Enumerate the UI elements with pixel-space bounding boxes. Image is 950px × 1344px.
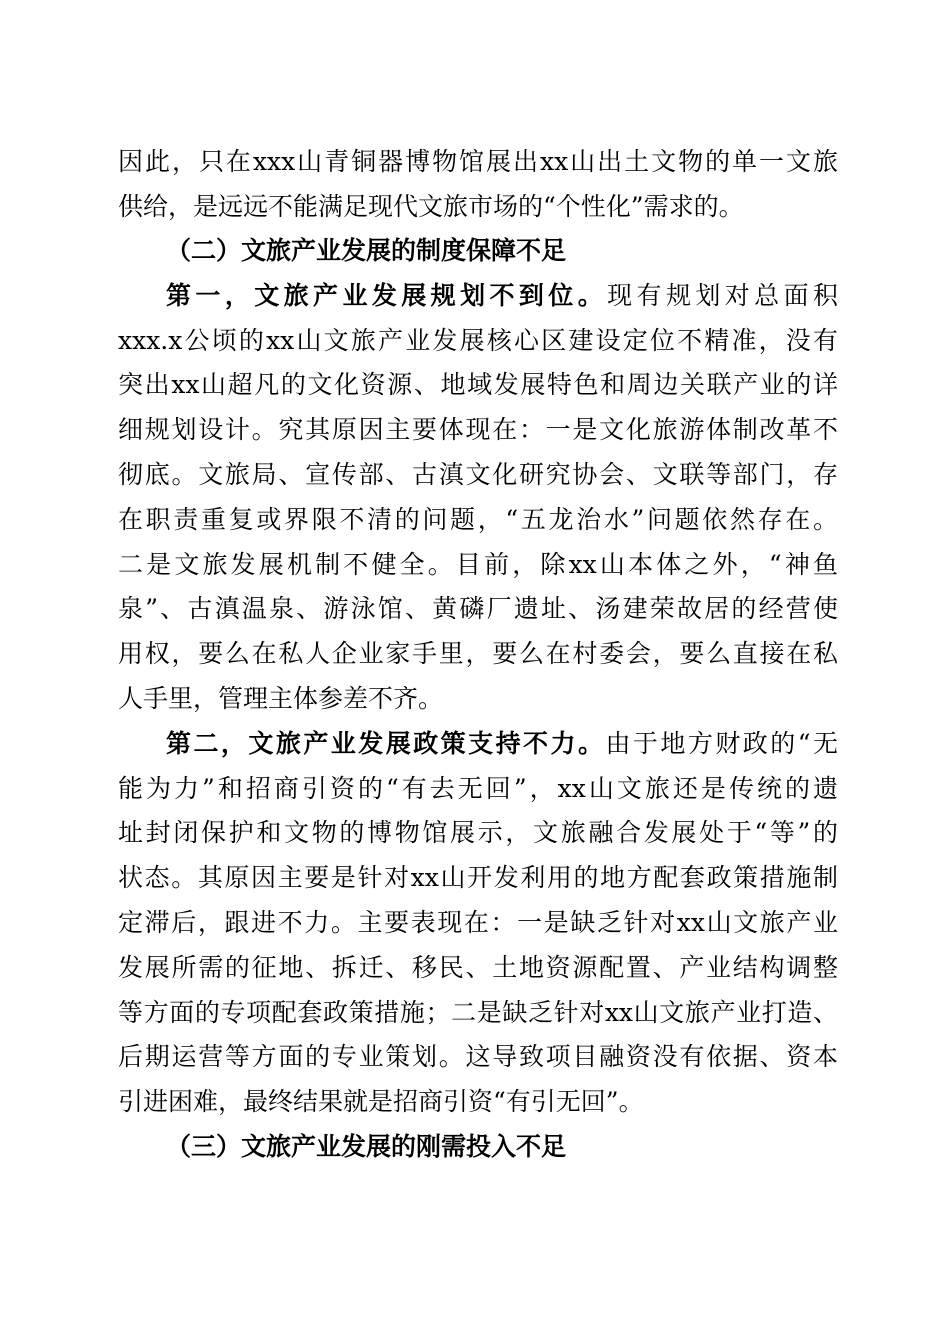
- paragraph-line: 用权，要么在私人企业家手里，要么在村委会，要么直接在私: [118, 639, 838, 668]
- paragraph-line: 因此，只在xxx山青铜器博物馆展出xx山出土文物的单一文旅: [118, 147, 838, 176]
- paragraph-line: 二是文旅发展机制不健全。目前，除xx山本体之外，“神鱼: [118, 550, 838, 579]
- point-heading: 第一，文旅产业发展规划不到位。: [166, 281, 608, 310]
- paragraph-line: 发展所需的征地、拆迁、移民、土地资源配置、产业结构调整: [118, 953, 838, 982]
- paragraph-line: xxx.x公顷的xx山文旅产业发展核心区建设定位不精准，没有: [118, 326, 838, 355]
- paragraph-line: 细规划设计。究其原因主要体现在：一是文化旅游体制改革不: [118, 415, 838, 444]
- paragraph-first-line: [166, 281, 838, 311]
- section-heading: （二）文旅产业发展的制度保障不足: [166, 236, 567, 265]
- paragraph-text: 由于地方财政的“无: [605, 729, 838, 758]
- paragraph-line: 在职责重复或界限不清的问题，“五龙治水”问题依然存在。: [118, 505, 838, 534]
- paragraph-line: 人手里，管理主体参差不齐。: [118, 684, 444, 713]
- paragraph-line: 后期运营等方面的专业策划。这导致项目融资没有依据、资本: [118, 1042, 838, 1071]
- paragraph-line: 能为力”和招商引资的“有去无回”，xx山文旅还是传统的遗: [118, 774, 838, 803]
- paragraph-line: 定滞后，跟进不力。主要表现在：一是缺乏针对xx山文旅产业: [118, 908, 838, 937]
- paragraph-line: 供给，是远远不能满足现代文旅市场的“个性化”需求的。: [118, 192, 744, 221]
- paragraph-line: 等方面的专项配套政策措施；二是缺乏针对xx山文旅产业打造、: [118, 998, 838, 1027]
- paragraph-line: 引进困难，最终结果就是招商引资“有引无回”。: [118, 1087, 644, 1116]
- paragraph-line: 址封闭保护和文物的博物馆展示，文旅融合发展处于“等”的: [118, 818, 838, 847]
- point-heading: 第二，文旅产业发展政策支持不力。: [166, 729, 606, 758]
- paragraph-line: 彻底。文旅局、宣传部、古滇文化研究协会、文联等部门，存: [118, 460, 838, 489]
- paragraph-first-line: [166, 729, 838, 759]
- paragraph-line: 突出xx山超凡的文化资源、地域发展特色和周边关联产业的详: [118, 370, 838, 399]
- paragraph-line: 泉”、古滇温泉、游泳馆、黄磷厂遗址、汤建荣故居的经营使: [118, 594, 838, 623]
- section-heading: （三）文旅产业发展的刚需投入不足: [166, 1132, 567, 1161]
- paragraph-text: 现有规划对总面积: [607, 281, 838, 310]
- paragraph-line: 状态。其原因主要是针对xx山开发利用的地方配套政策措施制: [118, 863, 838, 892]
